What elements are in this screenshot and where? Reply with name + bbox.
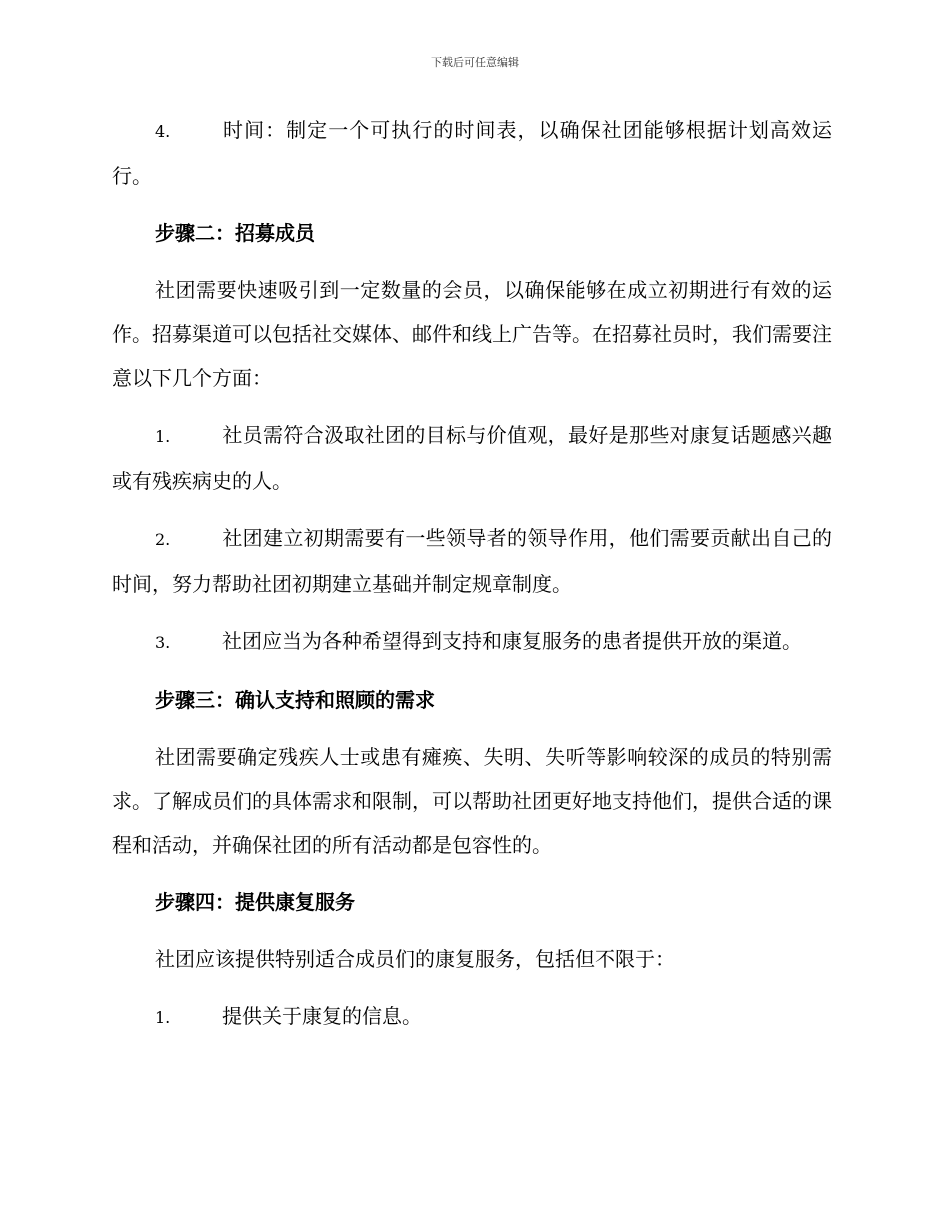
list-number: 3. bbox=[155, 633, 171, 652]
list-text: 提供关于康复的信息。 bbox=[222, 1004, 422, 1028]
list-text: 社团建立初期需要有一些领导者的领导作用，他们需要贡献出自己的时间，努力帮助社团初期建立基础并制定规章制度。 bbox=[112, 526, 832, 596]
list-item bbox=[112, 516, 832, 606]
section-heading: 步骤三：确认支持和照顾的需求 bbox=[155, 688, 435, 712]
paragraph: 社团需要确定残疾人士或患有瘫痪、失明、失听等影响较深的成员的特别需求。了解成员们的具体需求和限制，可以帮助社团更好地支持他们，提供合适的课程和活动，并确保社团的所有活动都是包容性的。 bbox=[112, 745, 832, 857]
list-item bbox=[112, 108, 832, 198]
document-body bbox=[112, 108, 832, 1040]
list-item bbox=[112, 994, 832, 1040]
list-number: 1. bbox=[155, 427, 171, 446]
list-number: 4. bbox=[155, 122, 171, 141]
list-text: 社团应当为各种希望得到支持和康复服务的患者提供开放的渠道。 bbox=[222, 629, 802, 653]
paragraph: 社团应该提供特别适合成员们的康复服务，包括但不限于： bbox=[155, 947, 675, 971]
list-text: 时间：制定一个可执行的时间表，以确保社团能够根据计划高效运行。 bbox=[112, 118, 832, 188]
section-heading: 步骤四：提供康复服务 bbox=[155, 890, 355, 914]
list-number: 2. bbox=[155, 530, 171, 549]
list-item bbox=[112, 619, 832, 665]
list-item bbox=[112, 413, 832, 503]
page-header: 下载后可任意编辑 bbox=[431, 56, 519, 69]
paragraph: 社团需要快速吸引到一定数量的会员，以确保能够在成立初期进行有效的运作。招募渠道可以包括社交媒体、邮件和线上广告等。在招募社员时，我们需要注意以下几个方面： bbox=[112, 278, 832, 390]
list-text: 社员需符合汲取社团的目标与价值观，最好是那些对康复话题感兴趣或有残疾病史的人。 bbox=[112, 423, 832, 493]
list-number: 1. bbox=[155, 1008, 171, 1027]
section-heading: 步骤二：招募成员 bbox=[155, 221, 315, 245]
